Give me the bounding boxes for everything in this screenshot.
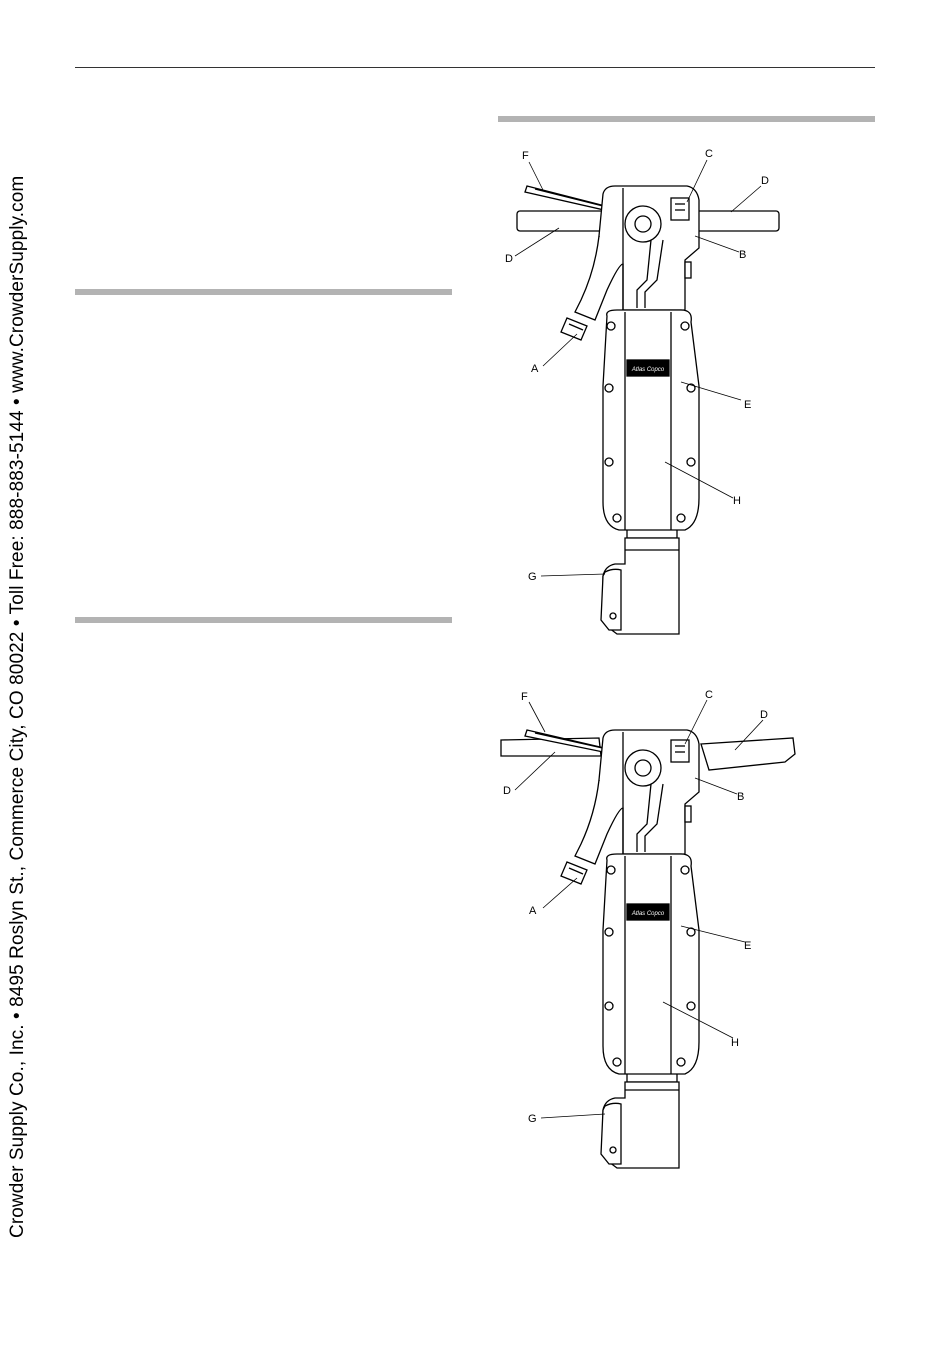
header-rule: [75, 67, 875, 68]
svg-text:F: F: [522, 150, 529, 162]
svg-text:E: E: [744, 940, 752, 952]
cylinder-body: [603, 854, 699, 1074]
svg-text:A: A: [529, 905, 537, 917]
svg-text:F: F: [521, 691, 528, 703]
handle-right: [701, 738, 795, 770]
retainer-latch: [601, 569, 621, 630]
section-bar-left-2: [75, 617, 452, 623]
valve: [671, 198, 689, 220]
svg-text:D: D: [503, 785, 511, 797]
head-bolt: [625, 750, 661, 786]
svg-text:B: B: [739, 249, 747, 261]
section-bar-right: [498, 116, 875, 122]
svg-text:E: E: [744, 399, 752, 411]
svg-text:A: A: [531, 363, 539, 375]
svg-text:C: C: [705, 148, 713, 160]
svg-text:Atlas Copco: Atlas Copco: [631, 367, 665, 373]
cylinder-body: [603, 310, 699, 530]
front-head: [627, 530, 677, 538]
svg-text:H: H: [733, 495, 741, 507]
head-bolt: [625, 206, 661, 242]
svg-text:C: C: [705, 689, 713, 701]
front-head: [627, 1074, 677, 1082]
svg-text:Atlas Copco: Atlas Copco: [631, 911, 665, 917]
sidebar-contact-text: Crowder Supply Co., Inc. • 8495 Roslyn St., Commerce City, CO 80022 • Toll Free: 888-883-5144 • www.CrowderSupply.com: [7, 175, 28, 1238]
section-bar-left-1: [75, 289, 452, 295]
svg-text:D: D: [505, 253, 513, 265]
svg-text:G: G: [528, 571, 537, 583]
svg-text:H: H: [731, 1037, 739, 1049]
svg-text:D: D: [761, 175, 769, 187]
retainer-latch: [601, 1103, 621, 1164]
svg-text:G: G: [528, 1113, 537, 1125]
breaker-figure-straight-handles: [495, 140, 815, 640]
valve: [671, 740, 689, 762]
svg-text:D: D: [760, 709, 768, 721]
svg-text:B: B: [737, 791, 745, 803]
breaker-figure-angled-handles: [495, 684, 815, 1184]
